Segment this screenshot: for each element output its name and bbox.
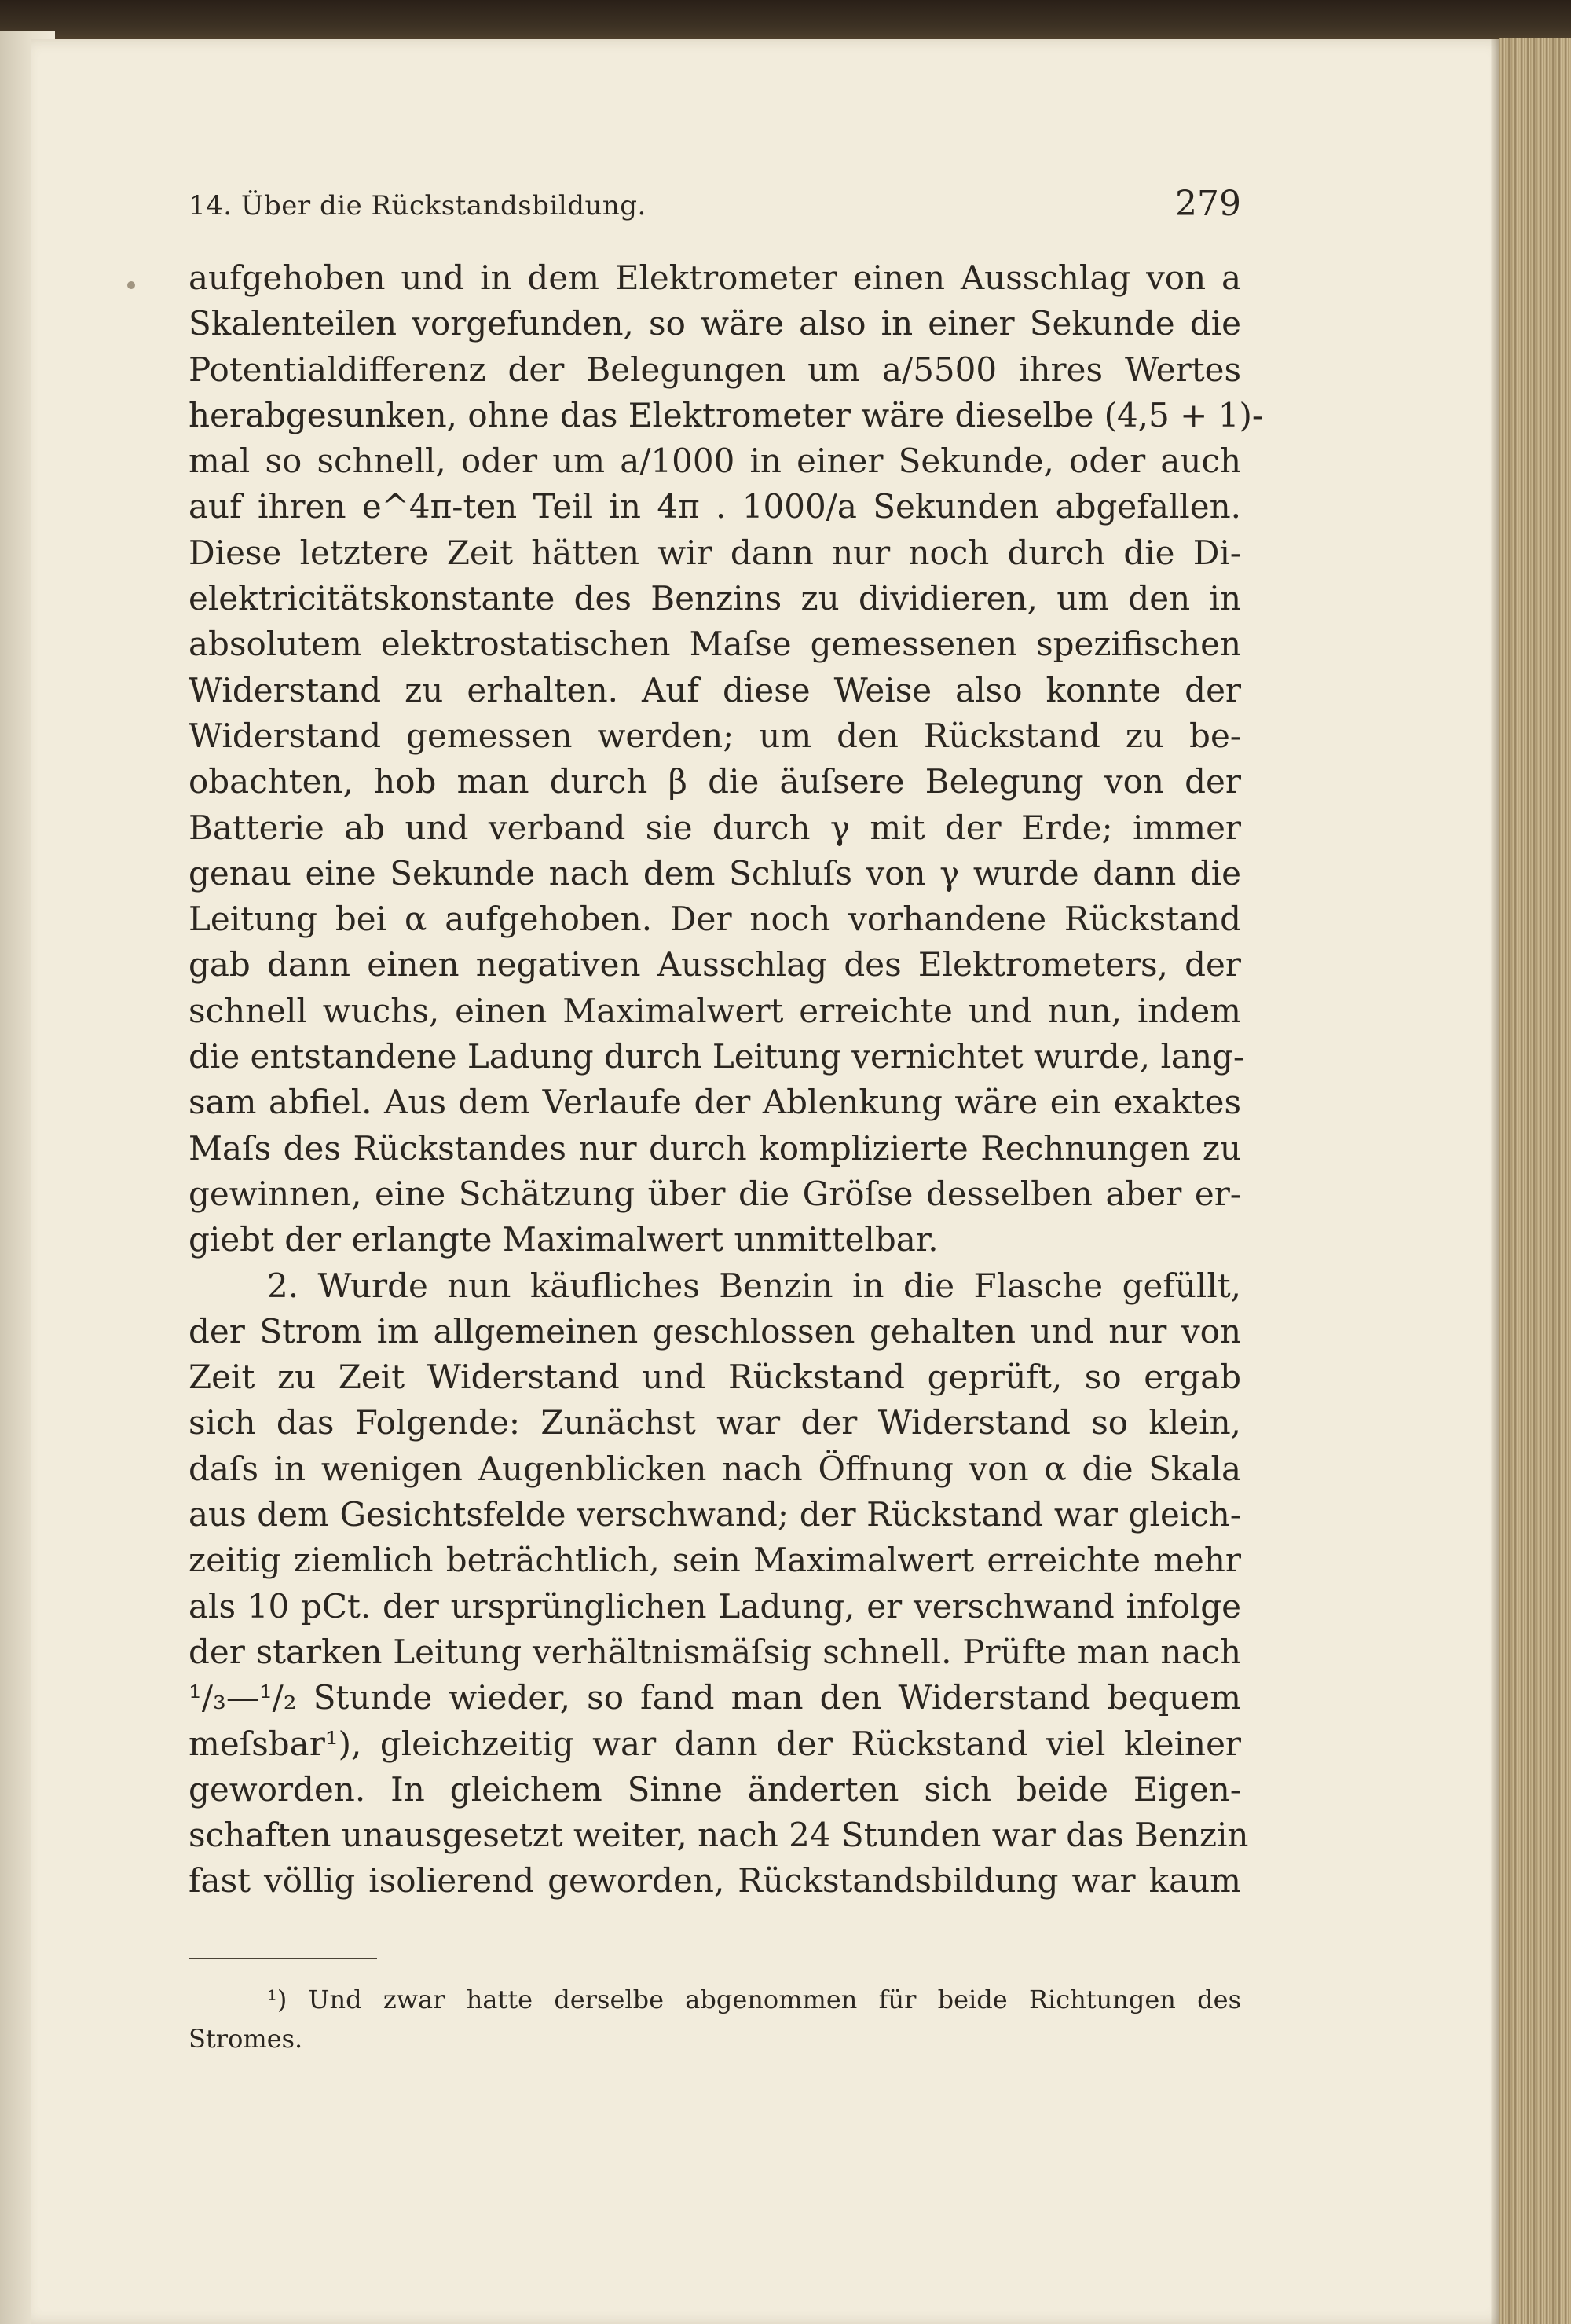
footnote-line: ¹) Und zwar hatte derselbe abgenommen für beide Richtungen des — [267, 1985, 1241, 2014]
text-line: obachten, hob man durch β die äuſsere Belegung von der — [189, 762, 1241, 801]
page-edge-shadow — [1491, 38, 1499, 2324]
text-line: aufgehoben und in dem Elektrometer einen Ausschlag von a — [189, 258, 1241, 297]
text-line: Skalenteilen vorgefunden, so wäre also in einer Sekunde die — [189, 304, 1241, 343]
text-line: der Strom im allgemeinen geschlossen gehalten und nur von — [189, 1311, 1241, 1351]
text-line: Maſs des Rückstandes nur durch komplizierte Rechnungen zu — [189, 1128, 1241, 1167]
text-line: auf ihren e^4π-ten Teil in 4π . 1000/a Sekunden abgefallen. — [189, 487, 1241, 526]
text-line: der starken Leitung verhältnismäſsig schnell. Prüfte man nach — [189, 1632, 1241, 1671]
margin-dot-mark — [127, 281, 135, 289]
text-line: elektricitätskonstante des Benzins zu dividieren, um den in — [189, 579, 1241, 618]
text-line: schnell wuchs, einen Maximalwert erreichte und nun, indem — [189, 991, 1241, 1030]
paragraph-start-line: 2. Wurde nun käufliches Benzin in die Flasche gefüllt, — [267, 1266, 1241, 1305]
book-page-edges — [1499, 38, 1571, 2324]
text-line: giebt der erlangte Maximalwert unmittelbar. — [189, 1220, 939, 1259]
text-line: daſs in wenigen Augenblicken nach Öffnung von α die Skala — [189, 1449, 1241, 1488]
running-title: 14. Über die Rückstandsbildung. — [189, 190, 646, 222]
footnote — [189, 1980, 1241, 2058]
text-line: fast völlig isolierend geworden, Rückstandsbildung war kaum — [189, 1861, 1241, 1901]
text-line: herabgesunken, ohne das Elektrometer wäre dieselbe (4,5 + 1)- — [189, 395, 1264, 434]
text-line: aus dem Gesichtsfelde verschwand; der Rückstand war gleich- — [189, 1495, 1241, 1534]
text-line: mal so schnell, oder um a/1000 in einer Sekunde, oder auch — [189, 442, 1241, 481]
page-header — [189, 181, 1241, 228]
text-line: Batterie ab und verband sie durch γ mit der Erde; immer — [189, 808, 1241, 847]
text-line: Widerstand zu erhalten. Auf diese Weise also konnte der — [189, 670, 1241, 709]
text-line: gab dann einen negativen Ausschlag des Elektrometers, der — [189, 945, 1241, 984]
text-line: Potentialdifferenz der Belegungen um a/5500 ihres Wertes — [189, 350, 1241, 389]
text-line: die entstandene Ladung durch Leitung vernichtet wurde, lang- — [189, 1037, 1245, 1076]
text-line: absolutem elektrostatischen Maſse gemessenen spezifischen — [189, 625, 1241, 664]
body-text — [189, 255, 1264, 1904]
footnote-line: Stromes. — [189, 2024, 303, 2054]
text-line: genau eine Sekunde nach dem Schluſs von γ wurde dann die — [189, 853, 1241, 893]
text-line: ¹/₃—¹/₂ Stunde wieder, so fand man den Widerstand bequem — [189, 1678, 1241, 1717]
text-line: schaften unausgesetzt weiter, nach 24 Stunden war das Benzin — [189, 1816, 1249, 1855]
text-line: zeitig ziemlich beträchtlich, sein Maximalwert erreichte mehr — [189, 1541, 1241, 1580]
text-line: sam abfiel. Aus dem Verlaufe der Ablenkung wäre ein exaktes — [189, 1083, 1241, 1122]
text-line: gewinnen, eine Schätzung über die Gröſse desselben aber er- — [189, 1174, 1241, 1213]
page-number: 279 — [1175, 184, 1241, 224]
text-line: Widerstand gemessen werden; um den Rückstand zu be- — [189, 716, 1241, 755]
text-line: als 10 pCt. der ursprünglichen Ladung, er verschwand infolge — [189, 1586, 1241, 1626]
text-line: Leitung bei α aufgehoben. Der noch vorhandene Rückstand — [189, 900, 1241, 939]
text-line: meſsbar¹), gleichzeitig war dann der Rückstand viel kleiner — [189, 1724, 1241, 1763]
text-line: Zeit zu Zeit Widerstand und Rückstand geprüft, so ergab — [189, 1358, 1241, 1397]
text-line: geworden. In gleichem Sinne änderten sich beide Eigen- — [189, 1769, 1241, 1809]
text-line: Diese letztere Zeit hätten wir dann nur noch durch die Di- — [189, 533, 1241, 572]
footnote-divider — [189, 1958, 377, 1959]
text-line: sich das Folgende: Zunächst war der Widerstand so klein, — [189, 1403, 1241, 1442]
